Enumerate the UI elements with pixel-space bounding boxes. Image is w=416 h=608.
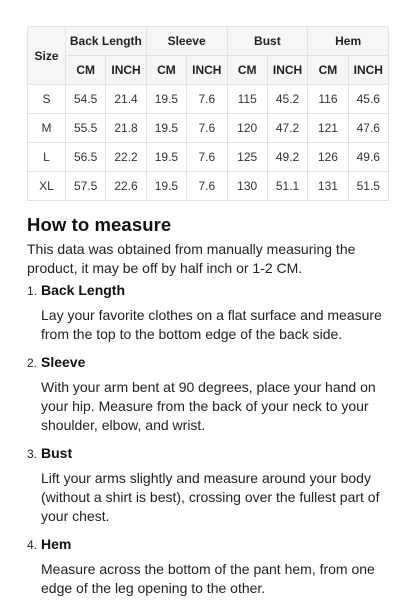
step-number: 3.	[27, 447, 38, 461]
list-item	[27, 354, 397, 435]
size-column-header: Size	[28, 27, 66, 85]
step-description: Lay your favorite clothes on a flat surface and measure from the top to the bottom edge of the back side.	[41, 307, 382, 342]
size-cell: S	[28, 85, 66, 114]
step-title-back-length: Back Length	[41, 282, 126, 298]
list-item	[27, 282, 397, 344]
table-cell: 54.5	[66, 85, 106, 114]
table-cell: 19.5	[146, 172, 186, 201]
table-cell: 115	[227, 85, 267, 114]
step-description: With your arm bent at 90 degrees, place your hand on your hip. Measure from the back of your neck to your shoulder, elbow, and wrist.	[41, 379, 376, 433]
table-cell: 120	[227, 114, 267, 143]
step-title-bust: Bust	[41, 445, 73, 461]
unit-header-cm: CM	[146, 56, 186, 85]
table-cell: 47.2	[267, 114, 307, 143]
table-unit-header-row	[28, 56, 389, 85]
table-cell: 7.6	[187, 143, 227, 172]
table-cell: 19.5	[146, 143, 186, 172]
table-cell: 49.6	[348, 143, 388, 172]
group-header-bust: Bust	[227, 27, 308, 56]
step-number: 1.	[27, 284, 38, 298]
table-cell: 51.5	[348, 172, 388, 201]
table-cell: 19.5	[146, 85, 186, 114]
table-cell: 49.2	[267, 143, 307, 172]
step-title-sleeve: Sleeve	[41, 354, 86, 370]
unit-header-cm: CM	[66, 56, 106, 85]
step-number: 2.	[27, 356, 38, 370]
table-row	[28, 114, 389, 143]
measure-steps-list	[27, 282, 397, 608]
list-item	[27, 445, 397, 526]
table-cell: 47.6	[348, 114, 388, 143]
table-cell: 7.6	[187, 114, 227, 143]
table-group-header-row	[28, 27, 389, 56]
table-cell: 130	[227, 172, 267, 201]
table-cell: 55.5	[66, 114, 106, 143]
step-number: 4.	[27, 538, 38, 552]
table-cell: 125	[227, 143, 267, 172]
table-cell: 116	[308, 85, 348, 114]
table-cell: 57.5	[66, 172, 106, 201]
table-cell: 7.6	[187, 172, 227, 201]
table-cell: 126	[308, 143, 348, 172]
group-header-sleeve: Sleeve	[146, 27, 227, 56]
size-cell: M	[28, 114, 66, 143]
table-cell: 21.4	[106, 85, 146, 114]
unit-header-inch: INCH	[267, 56, 307, 85]
table-cell: 56.5	[66, 143, 106, 172]
table-row	[28, 85, 389, 114]
table-row	[28, 172, 389, 201]
size-cell: L	[28, 143, 66, 172]
table-cell: 51.1	[267, 172, 307, 201]
table-cell: 45.2	[267, 85, 307, 114]
unit-header-inch: INCH	[348, 56, 388, 85]
how-to-measure-heading: How to measure	[27, 214, 172, 235]
size-chart-table	[27, 26, 389, 201]
measurement-disclaimer: This data was obtained from manually measuring the product, it may be off by half inch or 1-2 CM.	[27, 241, 356, 276]
table-cell: 131	[308, 172, 348, 201]
unit-header-cm: CM	[227, 56, 267, 85]
list-item	[27, 536, 397, 598]
table-cell: 45.6	[348, 85, 388, 114]
group-header-back-length: Back Length	[66, 27, 147, 56]
step-title-hem: Hem	[41, 536, 72, 552]
table-cell: 19.5	[146, 114, 186, 143]
table-cell: 21.8	[106, 114, 146, 143]
unit-header-cm: CM	[308, 56, 348, 85]
size-cell: XL	[28, 172, 66, 201]
step-description: Measure across the bottom of the pant hem, from one edge of the leg opening to the other.	[41, 561, 375, 596]
table-row	[28, 143, 389, 172]
table-cell: 7.6	[187, 85, 227, 114]
group-header-hem: Hem	[308, 27, 389, 56]
table-cell: 22.2	[106, 143, 146, 172]
unit-header-inch: INCH	[106, 56, 146, 85]
unit-header-inch: INCH	[187, 56, 227, 85]
table-cell: 121	[308, 114, 348, 143]
table-cell: 22.6	[106, 172, 146, 201]
step-description: Lift your arms slightly and measure around your body (without a shirt is best), crossing over the fullest part of your chest.	[41, 470, 380, 524]
